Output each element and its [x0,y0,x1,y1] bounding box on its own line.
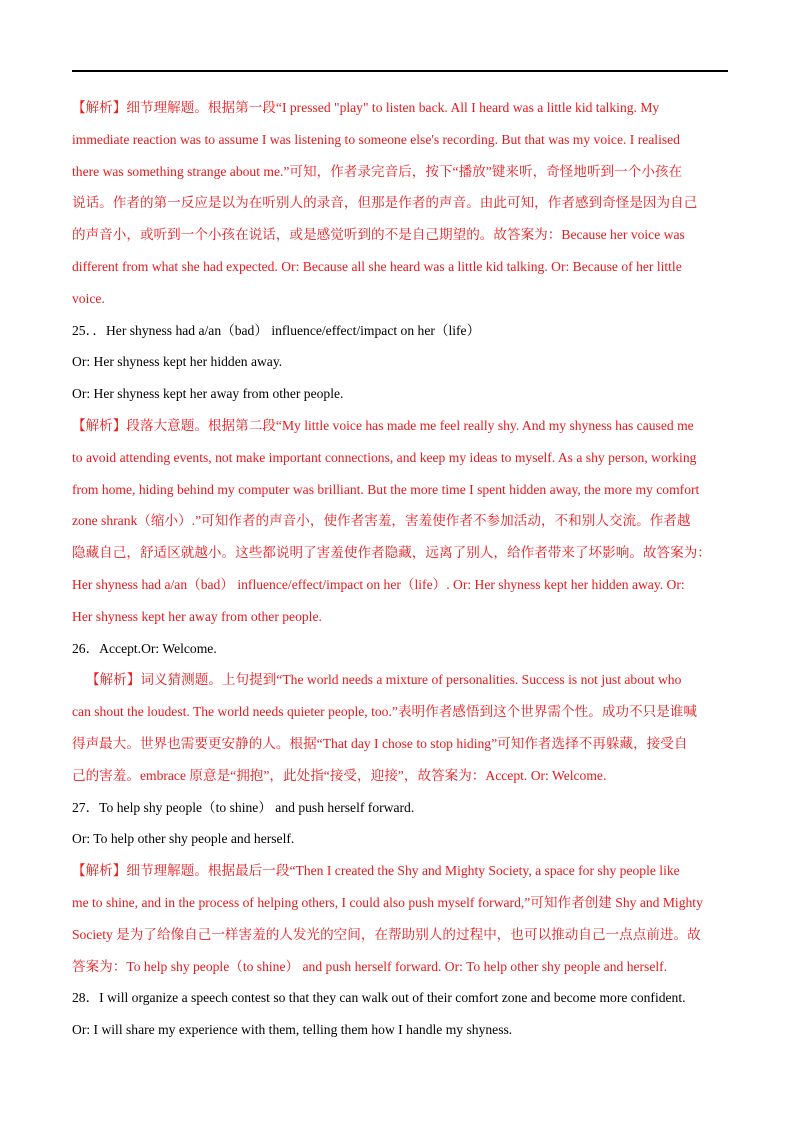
answer-line: Or: To help other shy people and herself. [72,831,295,847]
analysis-line: Her shyness had a/an（bad） influence/effect/impact on her（life）. Or: Her shyness kept her hidden away. Or: [72,576,685,592]
analysis-line: 【解析】细节理解题。根据第一段“I pressed "play" to listen back. All I heard was a little kid talking. My [72,100,660,115]
answer-line: 28．I will organize a speech contest so that they can walk out of their comfort zone and become more confident. [72,990,686,1006]
analysis-line: 己的害羞。embrace 原意是“拥抱”，此处指“接受，迎接”，故答案为：Accept. Or: Welcome. [72,767,607,783]
analysis-line: Society 是为了给像自己一样害羞的人发光的空间，在帮助别人的过程中，也可以推动自己一点点前进。故 [72,926,701,942]
answer-line: Or: I will share my experience with them, telling them how I handle my shyness. [72,1022,513,1038]
analysis-line: me to shine, and in the process of helping others, I could also push myself forward,”可知作者创建 Shy and Mighty [72,894,703,910]
analysis-line: 【解析】段落大意题。根据第二段“My little voice has made me feel really shy. And my shyness has caused me [72,417,694,433]
analysis-line: from home, hiding behind my computer was brilliant. But the more time I spent hidden away, the more my comfort [72,481,700,497]
analysis-line: Her shyness kept her away from other people. [72,608,322,624]
answer-line: 26．Accept.Or: Welcome. [72,640,217,656]
analysis-line: immediate reaction was to assume I was listening to someone else's recording. But that was my voice. I realised [72,131,680,147]
analysis-line: 得声最大。世界也需要更安静的人。根据“That day I chose to stop hiding”可知作者选择不再躲藏，接受自 [72,735,688,751]
analysis-line: to avoid attending events, not make important connections, and keep my ideas to myself. As a shy person, working [72,449,697,465]
analysis-line: 【解析】词义猜测题。上句提到“The world needs a mixture of personalities. Success is not just about who [86,672,682,688]
header-rule [72,70,728,72]
analysis-line: 答案为：To help shy people（to shine） and push herself forward. Or: To help other shy people and herself. [72,958,668,974]
analysis-line: 隐藏自己，舒适区就越小。这些都说明了害羞使作者隐藏，远离了别人，给作者带来了坏影响。故答案为： [72,545,711,561]
analysis-line: zone shrank（缩小）.”可知作者的声音小，使作者害羞，害羞使作者不参加活动，不和别人交流。作者越 [72,513,691,529]
analysis-line: can shout the loudest. The world needs quieter people, too.”表明作者感悟到这个世界需个性。成功不只是谁喊 [72,704,697,720]
answer-text-body [72,92,732,1046]
answer-line: 25．．Her shyness had a/an（bad） influence/effect/impact on her（life） [72,322,481,338]
answer-line: Or: Her shyness kept her hidden away. [72,354,283,370]
analysis-line: there was something strange about me.”可知，作者录完音后，按下“播放”键来听，奇怪地听到一个小孩在 [72,163,683,179]
analysis-line: different from what she had expected. Or: Because all she heard was a little kid talking. Or: Because of her little [72,258,682,274]
analysis-line: 【解析】细节理解题。根据最后一段“Then I created the Shy and Mighty Society, a space for shy people like [72,863,680,879]
analysis-line: voice. [72,290,105,306]
answer-line: 27．To help shy people（to shine） and push herself forward. [72,799,415,815]
analysis-line: 的声音小，或听到一个小孩在说话，或是感觉听到的不是自己期望的。故答案为：Because her voice was [72,227,685,243]
analysis-line: 说话。作者的第一反应是以为在听别人的录音，但那是作者的声音。由此可知，作者感到奇怪是因为自己 [72,195,698,211]
answer-line: Or: Her shyness kept her away from other people. [72,386,344,402]
